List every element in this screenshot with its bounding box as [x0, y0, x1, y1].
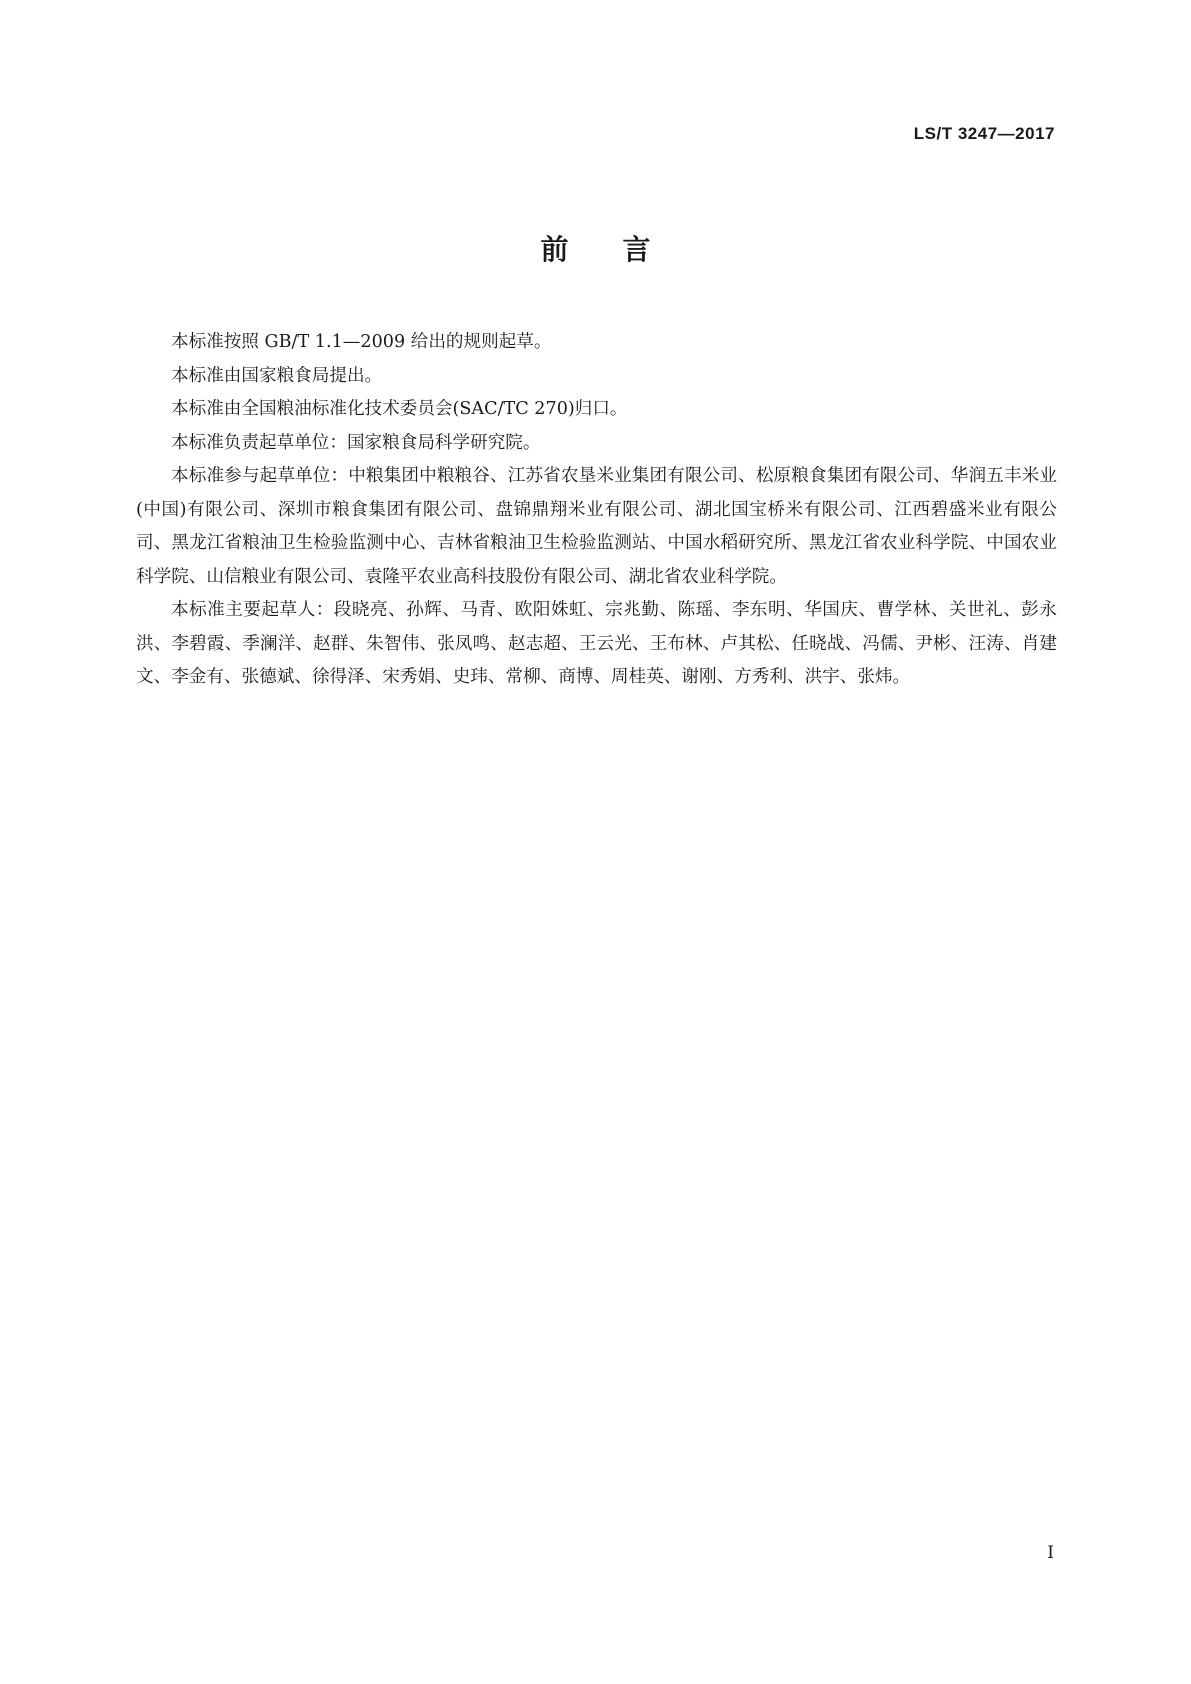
paragraph-main-drafters: 本标准主要起草人：段晓亮、孙辉、马青、欧阳姝虹、宗兆勤、陈瑶、李东明、华国庆、曹学林、关世礼、彭永洪、李碧霞、季澜洋、赵群、朱智伟、张凤鸣、赵志超、王云光、王布林、卢其松、任晓战、冯儒、尹彬、汪涛、肖建文、李金有、张德斌、徐得泽、宋秀娟、史玮、常柳、商博、周桂英、谢刚、方秀利、洪宇、张炜。 [136, 600, 1057, 687]
page-number: I [1047, 1543, 1054, 1563]
paragraph-jurisdiction: 本标准由全国粮油标准化技术委员会(SAC/TC 270)归口。 [171, 399, 628, 419]
foreword-body [136, 326, 1057, 695]
page-title-char-1: 前 [540, 233, 569, 266]
paragraph-participating-units: 本标准参与起草单位：中粮集团中粮粮谷、江苏省农垦米业集团有限公司、松原粮食集团有限公司、华润五丰米业(中国)有限公司、深圳市粮食集团有限公司、盘锦鼎翔米业有限公司、湖北国宝桥米有限公司、江西碧盛米业有限公司、黑龙江省粮油卫生检验监测中心、吉林省粮油卫生检验监测站、中国水稻研究所、黑龙江省农业科学院、中国农业科学院、山信粮业有限公司、袁隆平农业高科技股份有限公司、湖北省农业科学院。 [136, 466, 1057, 587]
page-title [0, 228, 1191, 268]
standard-number: LS/T 3247—2017 [913, 124, 1055, 143]
page-title-char-2: 言 [622, 233, 651, 266]
paragraph-drafting-rules: 本标准按照 GB/T 1.1—2009 给出的规则起草。 [171, 332, 552, 352]
paragraph-responsible-unit: 本标准负责起草单位：国家粮食局科学研究院。 [171, 432, 541, 453]
paragraph-proposer: 本标准由国家粮食局提出。 [171, 365, 383, 386]
